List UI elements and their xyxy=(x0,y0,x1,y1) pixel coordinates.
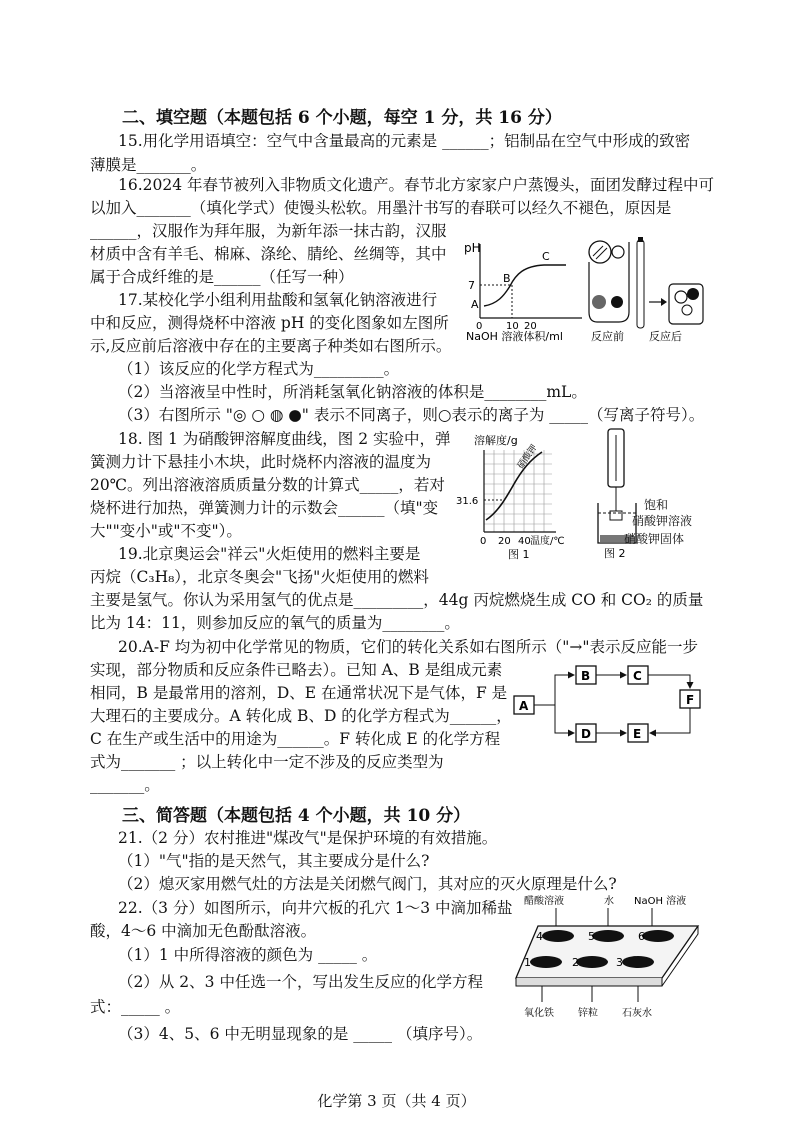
q22-sub3: （3）4、5、6 中无明显现象的是 _____ （填序号）。 xyxy=(118,1025,483,1043)
q20-line2: 实现，部分物质和反应条件已略去）。已知 A、B 是组成元素 xyxy=(90,661,503,679)
ion-diagram xyxy=(585,232,705,344)
beaker-after-icon xyxy=(669,284,703,324)
q20-line5: C 在生产或生活中的用途为______。F 转化成 E 的化学方程 xyxy=(90,730,501,748)
num-1: 1 xyxy=(524,956,531,969)
q22-sub1: （1）1 中所得溶液的颜色为 _____ 。 xyxy=(118,946,378,964)
ion-hatched-icon xyxy=(589,241,611,263)
sol-tick-40: 40 xyxy=(518,536,531,547)
q21-sub1: （1）"气"指的是天然气，其主要成分是什么? xyxy=(118,852,430,870)
sol-curve-label: 硝酸钾 xyxy=(515,443,540,471)
ph-y-label: pH xyxy=(464,241,481,255)
q21-sub2: （2）熄灭家用燃气灶的方法是关闭燃气阀门，其对应的灭火原理是什么? xyxy=(118,875,617,893)
q22-line1: 22.（3 分）如图所示，向井穴板的孔穴 1～3 中滴加稀盐 xyxy=(118,899,513,917)
q18-line5: 大""变小"或"不变"）。 xyxy=(90,522,242,540)
node-b-label: B xyxy=(581,669,591,683)
well-6 xyxy=(642,930,674,942)
q16-line4: 材质中含有羊毛、棉麻、涤纶、腈纶、丝绸等，其中 xyxy=(90,245,447,263)
q20-line7: _______。 xyxy=(90,776,160,794)
q17-sub1: （1）该反应的化学方程式为_________。 xyxy=(118,360,400,378)
q18-line3: 20℃。列出溶液溶质质量分数的计算式_____，若对 xyxy=(90,476,445,494)
ph-point-b: B xyxy=(503,272,511,285)
section-2-title: 二、填空题（本题包括 6 个小题，每空 1 分，共 16 分） xyxy=(122,108,562,128)
ion-after-label: 反应后 xyxy=(649,330,682,343)
sol-tick-20: 20 xyxy=(498,536,511,547)
solubility-chart xyxy=(456,432,580,562)
node-f-label: F xyxy=(686,693,695,707)
bottom-label-1: 氧化铁 xyxy=(524,1008,554,1019)
q20-line3: 相同，B 是最常用的溶剂，D、E 在通常状况下是气体，F 是 xyxy=(90,684,508,702)
q20-line4: 大理石的主要成分。A 转化成 B、D 的化学方程式为______， xyxy=(90,707,512,725)
q22-line2: 酸，4～6 中滴加无色酚酞溶液。 xyxy=(90,922,317,940)
q17-sub3: （3）右图所示 "◎ ○ ◍ ●" 表示不同离子，则○表示的离子为 _____（写离子符号）。 xyxy=(118,406,705,424)
top-label-2: 水 xyxy=(604,896,614,907)
q17-sub2: （2）当溶液呈中性时，所消耗氢氧化钠溶液的体积是________mL。 xyxy=(118,383,587,401)
edge-a-b xyxy=(534,675,574,705)
q16-line2: 以加入_______（填化学式）使馒头松软。用墨汁书写的春联可以经久不褪色，原因是 xyxy=(90,199,672,217)
edge-f-e xyxy=(650,708,690,733)
edge-c-f xyxy=(648,675,690,688)
q22-sub2: （2）从 2、3 中任选一个，写出发生反应的化学方程 xyxy=(118,973,483,991)
q16-line3: ______，汉服作为拜年服，为新年添一抹古韵，汉服 xyxy=(90,222,447,240)
num-5: 5 xyxy=(588,930,595,943)
section-3-title: 三、简答题（本题包括 4 个小题，共 10 分） xyxy=(122,806,471,826)
q15-line2: 薄膜是_______。 xyxy=(90,156,207,174)
q18-line1: 18. 图 1 为硝酸钾溶解度曲线，图 2 实验中，弹 xyxy=(118,430,451,448)
q17-line2: 中和反应，测得烧杯中溶液 pH 的变化图象如左图所 xyxy=(90,314,449,332)
well-4 xyxy=(542,930,574,942)
q19-line2: 丙烷（C₃H₈），北京冬奥会"飞扬"火炬使用的燃料 xyxy=(90,568,429,586)
edge-a-d xyxy=(555,705,574,733)
q17-line3: 示,反应前后溶液中存在的主要离子种类如右图所示。 xyxy=(90,337,452,355)
top-label-3: NaOH 溶液 xyxy=(634,896,687,907)
num-3: 3 xyxy=(616,956,623,969)
ph-point-a: A xyxy=(471,298,479,311)
sol-y-label: 溶解度/g xyxy=(474,434,518,447)
q16-line5: 属于合成纤维的是______（任写一种） xyxy=(90,268,354,286)
q19-line1: 19.北京奥运会"祥云"火炬使用的燃料主要是 xyxy=(118,545,421,563)
apparatus-label-3: 硝酸钾固体 xyxy=(624,532,685,546)
page-footer: 化学第 3 页（共 4 页） xyxy=(317,1092,476,1110)
ph-tick-0: 0 xyxy=(476,321,483,332)
q15-line1: 15.用化学用语填空：空气中含量最高的元素是 ______；铝制品在空气中形成的致密 xyxy=(118,132,691,150)
node-e-label: E xyxy=(633,727,642,741)
bottom-label-2: 锌粒 xyxy=(578,1008,598,1019)
num-4: 4 xyxy=(536,930,543,943)
well-3 xyxy=(622,956,654,968)
sol-x-label: 温度/℃ xyxy=(530,536,565,547)
q22-sub2-cont: 式：_____ 。 xyxy=(90,998,181,1016)
ion-hollow-icon xyxy=(612,246,624,258)
ion-grey-icon xyxy=(592,295,606,309)
wood-block-icon xyxy=(610,511,622,520)
well-1 xyxy=(530,956,562,968)
num-2: 2 xyxy=(572,956,579,969)
ph-chart xyxy=(462,238,587,343)
ph-tick-10: 10 xyxy=(506,321,519,332)
node-d-label: D xyxy=(581,727,591,741)
q20-line6: 式为_______ ；以上转化中一定不涉及的反应类型为 xyxy=(90,753,444,771)
q19-line3: 主要是氢气。你认为采用氢气的优点是_________，44g 丙烷燃烧生成 CO 和 CO₂ 的质量 xyxy=(90,591,704,609)
apparatus-label-1: 饱和 xyxy=(644,498,669,512)
q17-line1: 17.某校化学小组利用盐酸和氢氧化钠溶液进行 xyxy=(118,291,438,309)
fig2-caption: 图 2 xyxy=(604,547,626,560)
sol-tick-y: 31.6 xyxy=(456,496,479,507)
q19-line4: 比为 14：11，则参加反应的氧气的质量为________。 xyxy=(90,614,460,632)
test-tube-icon xyxy=(637,240,644,328)
sol-tick-0: 0 xyxy=(480,536,487,547)
node-a-label: A xyxy=(519,699,529,713)
well-5 xyxy=(592,930,624,942)
q18-line4: 烧杯进行加热，弹簧测力计的示数会______（填"变 xyxy=(90,499,439,517)
num-6: 6 xyxy=(638,930,645,943)
q16-line1: 16.2024 年春节被列入非物质文化遗产。春节北方家家户户蒸馒头，面团发酵过程中可 xyxy=(118,176,715,194)
q18-line2: 簧测力计下悬挂小木块，此时烧杯内溶液的温度为 xyxy=(90,453,432,471)
ion-before-label: 反应前 xyxy=(591,330,624,343)
bottom-label-3: 石灰水 xyxy=(622,1008,652,1019)
ion-black-icon xyxy=(611,296,623,308)
node-c-label: C xyxy=(633,669,642,683)
well-plate xyxy=(512,890,712,1022)
ph-x-label: NaOH 溶液体积/ml xyxy=(466,330,563,343)
flow-diagram xyxy=(510,660,710,750)
q21-line1: 21.（2 分）农村推进"煤改气"是保护环境的有效措施。 xyxy=(118,829,498,847)
ph-tick-20: 20 xyxy=(524,321,537,332)
ph-point-c: C xyxy=(542,250,550,263)
q20-line1: 20.A-F 均为初中化学常见的物质，它们的转化关系如右图所示（"→"表示反应能一步 xyxy=(118,638,699,656)
fig1-caption: 图 1 xyxy=(508,548,530,561)
ph-tick-7: 7 xyxy=(468,279,475,292)
top-label-1: 醋酸溶液 xyxy=(524,896,564,907)
well-2 xyxy=(576,956,608,968)
apparatus-label-2: 硝酸钾溶液 xyxy=(632,514,693,528)
